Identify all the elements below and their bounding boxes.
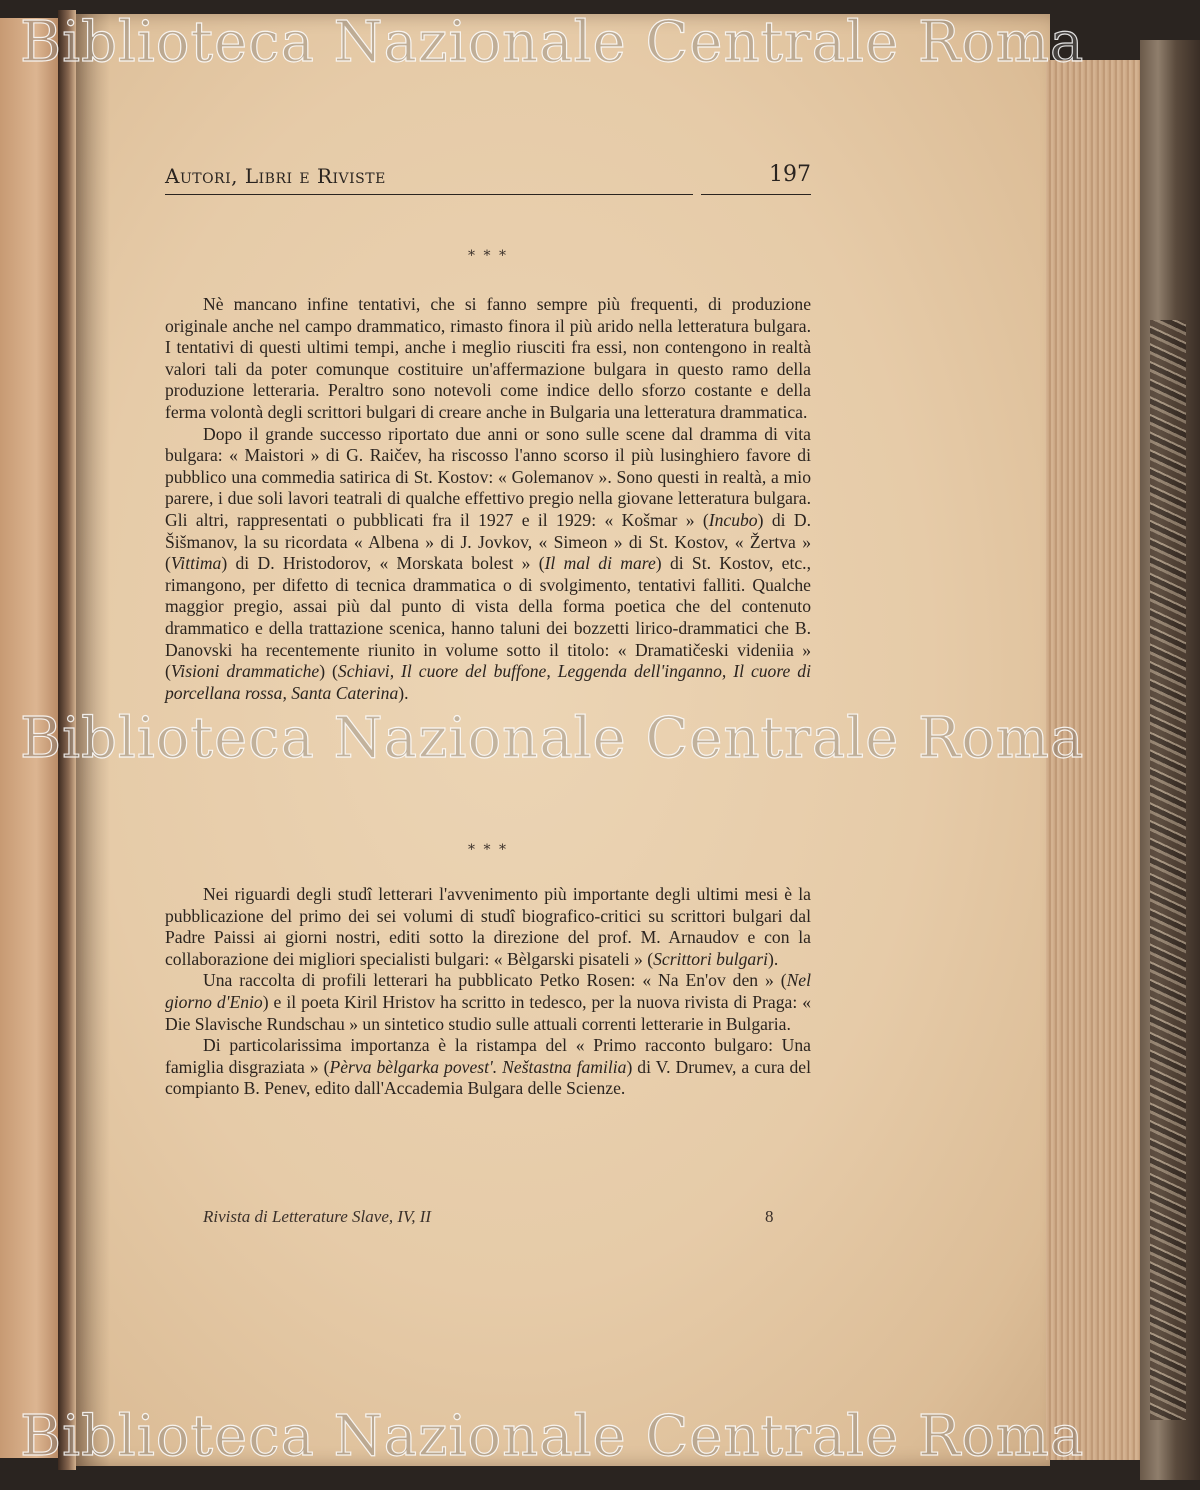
text-run: Nè mancano infine tentativi, che si fanno sempre più frequenti, di produzione originale anche nel campo drammatico, rimasto finora il più arido nella letteratura bulgara. I tentativi di questi ultimi tempi, anche i meglio riusciti fra essi, non contengono in realtà valori tali da poter comunque costituire un'affermazione bulgara in questo ramo della produzione letteraria. Peraltro sono notevoli come indice dello sforzo costante e della ferma volontà degli scrittori bulgari di creare anche in Bulgaria una letteratura drammatica.: [165, 294, 811, 422]
section-studies: [165, 884, 811, 1100]
book-gutter: [58, 10, 76, 1470]
italic-title: Vittima: [170, 553, 222, 574]
italic-title: Incubo: [708, 509, 758, 530]
running-head: [165, 164, 811, 198]
text-run: ).: [767, 948, 779, 969]
paragraph: [165, 294, 811, 424]
section-separator: * * *: [468, 248, 508, 264]
paragraph: [165, 884, 811, 970]
italic-title: Il mal di mare: [544, 553, 656, 574]
text-run: ).: [398, 682, 409, 703]
journal-citation: Rivista di Letterature Slave, IV, II: [203, 1207, 432, 1226]
text-run: Di particolarissima importanza è la ristampa del « Primo racconto bulgaro: Una famiglia disgraziata » (: [165, 1035, 811, 1077]
left-page-edge: [0, 18, 66, 1458]
text-run: ) (: [319, 661, 338, 682]
paragraph: [165, 1035, 811, 1100]
text-run: Dopo il grande successo riportato due anni or sono sulle scene dal dramma di vita bulgara: « Maistori » di G. Raičev, ha riscosso l'anno scorso il più lusinghiero favore di pubblico una commedia satirica di St. Kostov: « Golemanov ». Sono questi in realtà, a mio parere, i due soli lavori teatrali di qualche effettivo pregio nella giovane letteratura bulgara. Gli altri, rappresentati o pubblicati fra il 1927 e il 1929: « Košmar » (: [165, 423, 811, 530]
italic-title: Schiavi, Il cuore del buffone, Leggenda dell'inganno, Il cuore di porcellana rossa, Santa Caterina: [165, 661, 811, 703]
text-run: ) di St. Kostov, etc., rimangono, per difetto di tecnica drammatica o di svolgimento, tentativi falliti. Qualche maggior pregio, assai più dal punto di vista della forma poetica che del contenuto drammatico e della trattazione scenica, hanno taluni dei bozzetti lirico-drammatici che B. Danovski ha recentemente riunito in volume sotto il titolo: « Dramatičeski videniia » (: [165, 553, 811, 682]
binding-shadow: [70, 14, 110, 1466]
text-run: Una raccolta di profili letterari ha pubblicato Petko Rosen: « Na En'ov den » (: [203, 970, 787, 991]
page-stack-edge: [1046, 60, 1150, 1460]
text-run: Nei riguardi degli studî letterari l'avvenimento più importante degli ultimi mesi è la pubblicazione del primo dei sei volumi di studî biografico-critici su scrittori bulgari dal Padre Paissi ai giorni nostri, editi sotto la direzione del prof. M. Arnaudov e con la collaborazione dei migliori specialisti bulgari: « Bèlgarski pisateli » (: [165, 884, 811, 969]
header-rule: [165, 194, 693, 195]
page: [70, 14, 1050, 1466]
running-head-title: Autori, Libri e Riviste: [165, 164, 386, 188]
text-run: ) di D. Šišmanov, la su ricordata « Albena » di J. Jovkov, « Simeon » di St. Kostov, « Žertva » (: [165, 509, 812, 574]
page-footer: [165, 1207, 811, 1231]
text-run: ) di D. Hristodorov, « Morskata bolest » (: [221, 553, 545, 574]
section-separator: * * *: [468, 842, 508, 858]
section-theatre: [165, 294, 811, 704]
italic-title: Visioni drammatiche: [170, 661, 320, 682]
page-number: 197: [769, 162, 811, 187]
italic-title: Nel giorno d'Enio: [165, 970, 811, 1012]
paragraph: [165, 970, 811, 1035]
text-run: ) e il poeta Kiril Hristov ha scritto in tedesco, per la nuova rivista di Praga: « Die Slavische Rundschau » un sintetico studio sulle attuali correnti letterarie in Bulgaria.: [165, 991, 811, 1034]
header-rule: [701, 194, 811, 195]
italic-title: Scrittori bulgari: [653, 948, 768, 969]
marbled-cover: [1150, 320, 1186, 1420]
text-run: ) di V. Drumev, a cura del compianto B. Penev, edito dall'Accademia Bulgara delle Scienze.: [165, 1056, 812, 1099]
paragraph: [165, 424, 811, 705]
italic-title: Pèrva bèlgarka povest'. Neštastna familia: [329, 1056, 627, 1077]
signature-mark: 8: [765, 1207, 774, 1226]
